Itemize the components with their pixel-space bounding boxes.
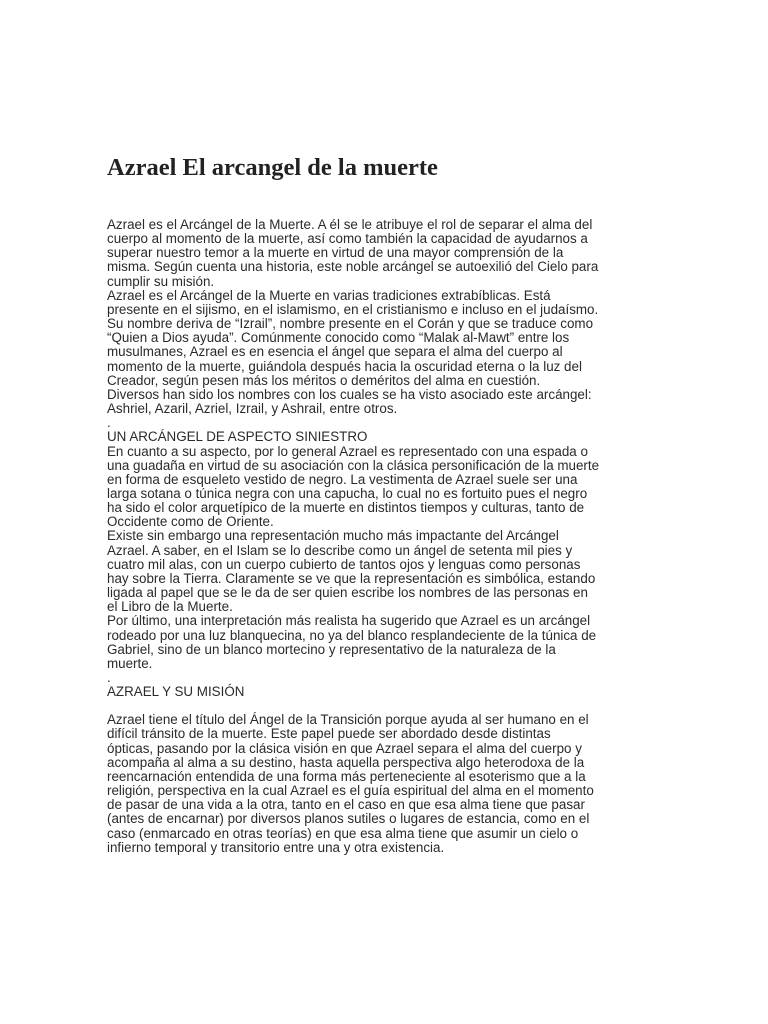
paragraph-line: una guadaña en virtud de su asociación con la clásica personificación de la muerte — [107, 457, 600, 473]
paragraph-line: superar nuestro temor a la muerte en virtud de una mayor comprensión de la — [107, 245, 564, 261]
paragraph-line: infierno temporal y transitorio entre una y otra existencia. — [107, 839, 445, 855]
section-heading: UN ARCÁNGEL DE ASPECTO SINIESTRO — [107, 429, 368, 445]
document-title: Azrael El arcangel de la muerte — [107, 154, 438, 181]
paragraph-line: Creador, según pesen más los méritos o deméritos del alma en cuestión. — [107, 372, 541, 388]
paragraph-line: Ashriel, Azaril, Azriel, Izrail, y Ashrail, entre otros. — [107, 401, 398, 417]
document-page — [107, 150, 663, 855]
paragraph-line: Azrael. A saber, en el Islam se lo describe como un ángel de setenta mil pies y — [107, 542, 573, 558]
separator-dot: . — [107, 670, 111, 685]
paragraph-line: En cuanto a su aspecto, por lo general Azrael es representado con una espada o — [107, 443, 588, 459]
paragraph-line: Azrael es el Arcángel de la Muerte. A él se le atribuye el rol de separar el alma del — [107, 217, 593, 232]
paragraph-line: ligada al papel que se le da de ser quien escribe los nombres de las personas en — [107, 585, 588, 601]
paragraph-line: de pasar de una vida a la otra, tanto en el caso en que esa alma tiene que pasar — [107, 797, 585, 813]
separator-dot: . — [107, 415, 111, 431]
paragraph-line: caso (enmarcado en otras teorías) en que esa alma tiene que asumir un cielo o — [107, 825, 579, 841]
paragraph-line: Occidente como de Oriente. — [107, 514, 274, 530]
paragraph-line: difícil tránsito de la muerte. Este papel puede ser abordado desde distintas — [107, 726, 551, 742]
paragraph-line: reencarnación entendida de una forma más perteneciente al esoterismo que a la — [107, 768, 586, 784]
paragraph-line: Diversos han sido los nombres con los cuales se ha visto asociado este arcángel: — [107, 386, 592, 402]
paragraph-line: ha sido el color arquetípico de la muerte en distintos tiempos y culturas, tanto de — [107, 500, 585, 516]
paragraph-line: el Libro de la Muerte. — [107, 599, 233, 615]
paragraph-line: religión, perspectiva en la cual Azrael es el guía espiritual del alma en el momento — [107, 783, 594, 799]
paragraph-line: presente en el sijismo, en el islamismo, en el cristianismo e incluso en el judaísmo. — [107, 301, 599, 317]
paragraph-line: muerte. — [107, 655, 153, 671]
paragraph-line: cumplir su misión. — [107, 273, 215, 289]
blank-line — [107, 699, 663, 713]
paragraph-line: hay sobre la Tierra. Claramente se ve que la representación es simbólica, estando — [107, 570, 596, 586]
paragraph-line: (antes de encarnar) por diversos planos sutiles o lugares de estancia, como en el — [107, 811, 590, 827]
document-body — [107, 218, 663, 855]
paragraph-line: Gabriel, sino de un blanco mortecino y representativo de la naturaleza de la — [107, 641, 556, 657]
paragraph-line: larga sotana o túnica negra con una capucha, lo cual no es fortuito pues el negro — [107, 485, 588, 501]
paragraph-line: ópticas, pasando por la clásica visión en que Azrael separa el alma del cuerpo y — [107, 740, 582, 756]
paragraph-line: Por último, una interpretación más realista ha sugerido que Azrael es un arcángel — [107, 613, 591, 629]
paragraph-line: en forma de esqueleto vestido de negro. La vestimenta de Azrael suele ser una — [107, 471, 578, 487]
paragraph-line: misma. Según cuenta una historia, este noble arcángel se autoexilió del Cielo para — [107, 259, 599, 275]
paragraph-line: Existe sin embargo una representación mucho más impactante del Arcángel — [107, 528, 559, 544]
section-heading: AZRAEL Y SU MISIÓN — [107, 684, 245, 700]
paragraph-line: acompaña al alma a su destino, hasta aquella perspectiva algo heterodoxa de la — [107, 754, 585, 770]
paragraph-line: Su nombre deriva de “Izrail”, nombre presente en el Corán y que se traduce como — [107, 316, 594, 332]
paragraph-line: “Quien a Dios ayuda”. Comúnmente conocido como “Malak al-Mawt” entre los — [107, 330, 570, 346]
paragraph-line: momento de la muerte, guiándola después hacia la oscuridad eterna o la luz del — [107, 358, 582, 374]
paragraph-line: cuerpo al momento de la muerte, así como también la capacidad de ayudarnos a — [107, 231, 588, 247]
paragraph-line: Azrael es el Arcángel de la Muerte en varias tradiciones extrabíblicas. Está — [107, 287, 551, 303]
paragraph-line: musulmanes, Azrael es en esencia el ángel que separa el alma del cuerpo al — [107, 344, 563, 360]
paragraph-line: Azrael tiene el título del Ángel de la Transición porque ayuda al ser humano en el — [107, 712, 589, 728]
paragraph-line: cuatro mil alas, con un cuerpo cubierto de tantos ojos y lenguas como personas — [107, 556, 581, 572]
paragraph-line: rodeado por una luz blanquecina, no ya del blanco resplandeciente de la túnica de — [107, 627, 597, 643]
